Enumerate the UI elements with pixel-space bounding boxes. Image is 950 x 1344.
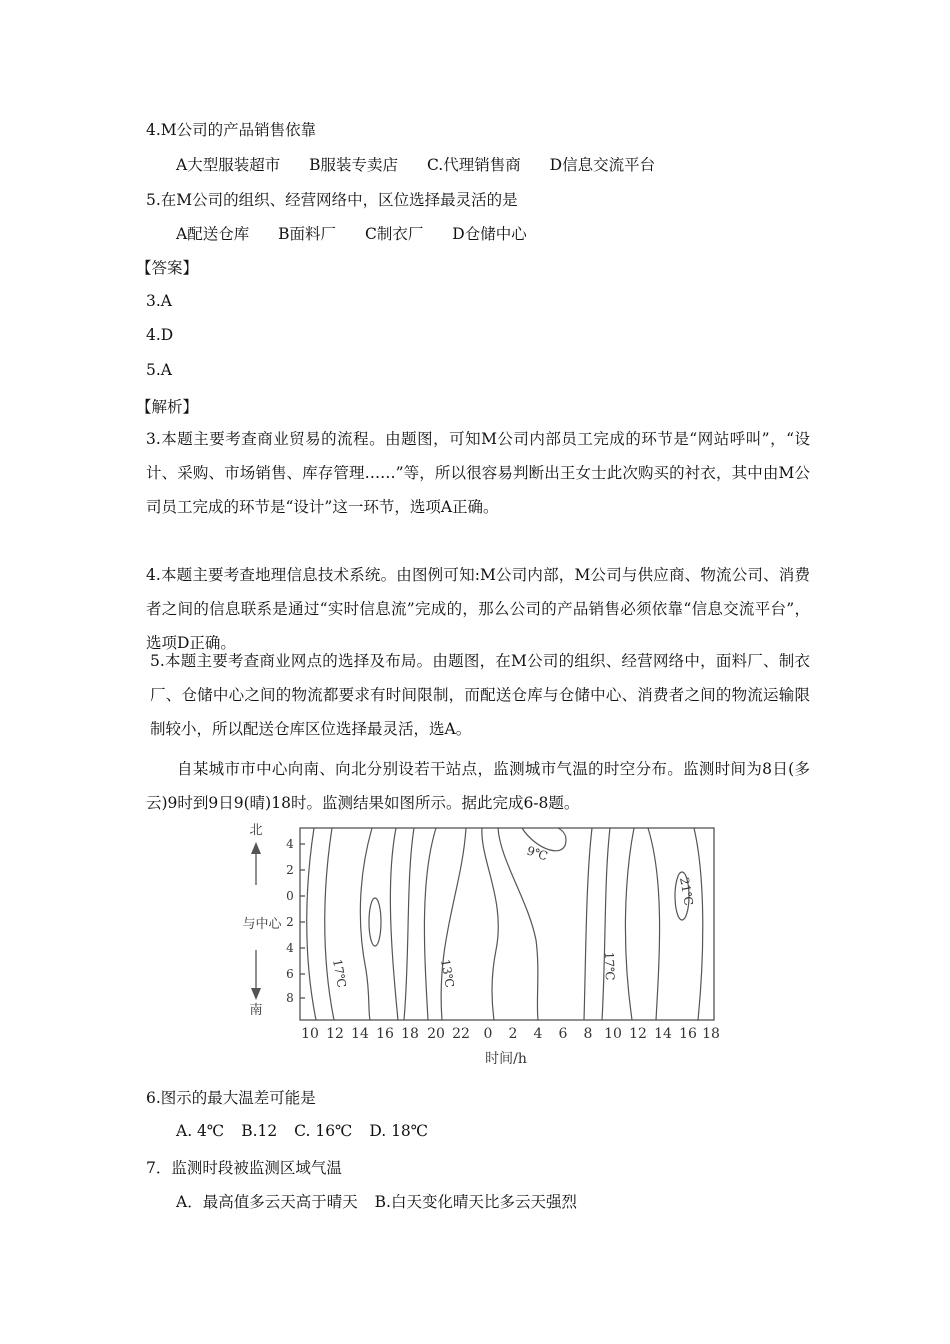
x-tick-label: 16 xyxy=(679,1026,697,1042)
option-b: B面料厂 xyxy=(278,225,337,243)
x-tick-label: 18 xyxy=(401,1026,419,1042)
isotherm-lines xyxy=(307,828,703,1020)
y-axis-center-label: 与中心 xyxy=(242,917,282,932)
x-tick-label: 10 xyxy=(301,1026,319,1042)
x-tick-label: 4 xyxy=(533,1026,543,1042)
question-7-options xyxy=(176,1190,577,1212)
y-tick-label: 2 xyxy=(286,863,294,877)
y-axis-north-label: 北 xyxy=(249,823,263,838)
plot-frame xyxy=(300,828,714,1020)
answer-4: 4.D xyxy=(146,326,174,344)
option-c: C.代理销售商 xyxy=(426,156,521,174)
option-a: A配送仓库 xyxy=(176,225,250,243)
question-5-stem: 5.在M公司的组织、经营网络中，区位选择最灵活的是 xyxy=(146,191,518,209)
x-tick-label: 22 xyxy=(452,1026,470,1042)
isotherm-label-17-right: 17℃ xyxy=(602,951,617,981)
x-tick-label: 2 xyxy=(508,1026,518,1042)
question-4-stem: 4.M公司的产品销售依靠 xyxy=(146,121,317,139)
option-d: D仓储中心 xyxy=(452,225,527,243)
isotherm-label-21: 21℃ xyxy=(677,876,696,907)
y-axis-south-label: 南 xyxy=(249,1003,263,1018)
option-a: A大型服装超市 xyxy=(176,156,281,174)
answer-header: 【答案】 xyxy=(136,259,199,277)
x-tick-label: 20 xyxy=(427,1026,445,1042)
x-tick-label: 18 xyxy=(702,1026,720,1042)
isotherm-label-9: 9℃ xyxy=(525,843,550,864)
isotherm-label-13: 13℃ xyxy=(438,958,457,989)
x-tick-label: 12 xyxy=(629,1026,647,1042)
temperature-isotherm-figure xyxy=(236,820,736,1070)
option-a: A. 4℃ xyxy=(176,1122,225,1140)
x-tick-label: 0 xyxy=(483,1026,493,1042)
question-6-options xyxy=(176,1122,428,1140)
x-tick-label: 6 xyxy=(558,1026,568,1042)
x-tick-label: 14 xyxy=(351,1026,369,1042)
y-tick-label: 8 xyxy=(286,991,294,1005)
option-c: C. 16℃ xyxy=(294,1122,353,1140)
answer-5: 5.A xyxy=(146,361,172,379)
x-tick-label: 10 xyxy=(604,1026,622,1042)
analysis-paragraph-4: 4.本题主要考查地理信息技术系统。由图例可知:M公司内部，M公司与供应商、物流公司、消费者之间的信息联系是通过“实时信息流”完成的，那么公司的产品销售必须依靠“信息交流平台”，选项D正确。 xyxy=(146,566,810,652)
y-tick-label: 2 xyxy=(286,915,294,929)
question-4-options xyxy=(176,153,655,175)
passage-intro: 自某城市市中心向南、向北分别设若干站点，监测城市气温的时空分布。监测时间为8日(多云)9时到9日9(晴)18时。监测结果如图所示。据此完成6-8题。 xyxy=(146,760,810,812)
arrow-down-icon xyxy=(251,988,261,1000)
option-b: B服装专卖店 xyxy=(309,156,399,174)
answer-3: 3.A xyxy=(146,292,172,310)
arrow-up-icon xyxy=(251,842,261,854)
analysis-header: 【解析】 xyxy=(136,398,199,416)
y-tick-label: 4 xyxy=(286,941,294,955)
option-a: A．最高值多云天高于晴天 xyxy=(176,1193,358,1211)
x-tick-label: 16 xyxy=(376,1026,394,1042)
isotherm-label-17-left: 17℃ xyxy=(330,958,349,989)
analysis-paragraph-3: 3.本题主要考查商业贸易的流程。由题图，可知M公司内部员工完成的环节是“网站呼叫”，“设计、采购、市场销售、库存管理……”等，所以很容易判断出王女士此次购买的衬衣，其中由M公司员工完成的环节是“设计”这一环节，选项A正确。 xyxy=(146,430,810,516)
option-b: B.白天变化晴天比多云天强烈 xyxy=(374,1193,577,1211)
y-tick-label: 0 xyxy=(286,889,294,903)
analysis-paragraph-5: 5.本题主要考查商业网点的选择及布局。由题图，在M公司的组织、经营网络中，面料厂、制衣厂、仓储中心之间的物流都要求有时间限制，而配送仓库与仓储中心、消费者之间的物流运输限制较小，所以配送仓库区位选择最灵活，选A。 xyxy=(150,652,810,738)
x-tick-label: 12 xyxy=(326,1026,344,1042)
option-d: D信息交流平台 xyxy=(549,156,656,174)
x-axis-label: 时间/h xyxy=(485,1051,527,1067)
question-5-options xyxy=(176,222,527,244)
question-7-stem: 7．监测时段被监测区域气温 xyxy=(146,1159,342,1177)
option-b: B.12 xyxy=(241,1122,278,1140)
x-tick-label: 14 xyxy=(654,1026,672,1042)
question-6-stem: 6.图示的最大温差可能是 xyxy=(146,1089,316,1107)
y-tick-label: 6 xyxy=(286,967,294,981)
option-c: C制衣厂 xyxy=(364,225,424,243)
x-tick-label: 8 xyxy=(583,1026,593,1042)
option-d: D. 18℃ xyxy=(369,1122,429,1140)
y-tick-label: 4 xyxy=(286,837,294,851)
